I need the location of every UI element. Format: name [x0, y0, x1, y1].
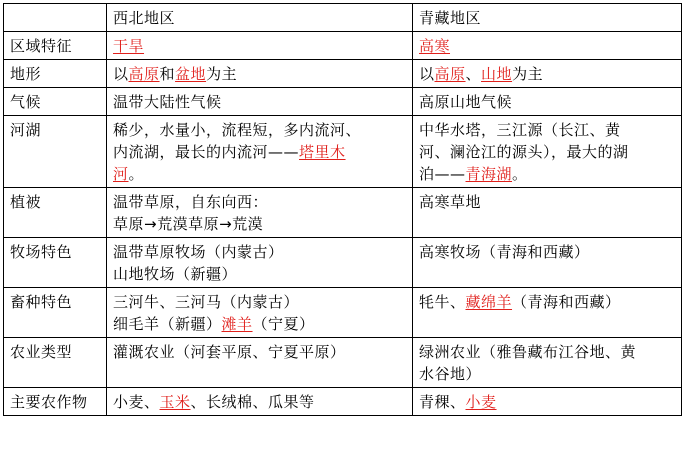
row-label: 气候 — [4, 88, 107, 116]
cell-qingzang — [413, 338, 682, 388]
cell-northwest — [107, 60, 413, 88]
cell-northwest — [107, 238, 413, 288]
highlight-text: 高原 — [434, 65, 466, 83]
row-label: 农业类型 — [4, 338, 107, 388]
cell-northwest: 灌溉农业（河套平原、宁夏平原） — [107, 338, 413, 388]
text-line: 河、澜沧江的源头），最大的湖 — [419, 143, 629, 161]
row-label: 地形 — [4, 60, 107, 88]
highlight-text: 滩羊 — [221, 315, 253, 333]
cell-qingzang — [413, 32, 682, 60]
text: 牦牛、 — [419, 293, 466, 311]
text: 、 — [465, 65, 482, 83]
cell-qingzang — [413, 60, 682, 88]
text: 为主 — [206, 65, 238, 83]
header-row — [4, 4, 682, 32]
text: （宁夏） — [252, 315, 315, 333]
row-label: 主要农作物 — [4, 388, 107, 416]
text-line: 温带草原牧场（内蒙古） — [113, 243, 284, 261]
cell-northwest — [107, 388, 413, 416]
table-row — [4, 388, 682, 416]
text: 。 — [128, 165, 145, 183]
cell-qingzang — [413, 288, 682, 338]
text: （青海和西藏） — [512, 293, 621, 311]
highlight-text: 藏绵羊 — [465, 293, 513, 311]
header-qingzang: 青藏地区 — [413, 4, 682, 32]
table-row — [4, 188, 682, 238]
table-row — [4, 88, 682, 116]
text-line: 草原→荒漠草原→荒漠 — [113, 215, 264, 233]
text-line: 绿洲农业（雅鲁藏布江谷地、黄 — [419, 343, 637, 361]
header-corner — [4, 4, 107, 32]
table-row — [4, 238, 682, 288]
text-line: 水谷地） — [419, 365, 482, 383]
text: 泊—— — [419, 165, 466, 183]
text: 。 — [512, 165, 528, 183]
row-label: 植被 — [4, 188, 107, 238]
text: 和 — [159, 65, 176, 83]
text: 以 — [419, 65, 435, 83]
highlight-text: 高寒 — [419, 37, 451, 55]
table-row — [4, 338, 682, 388]
highlight-text: 盆地 — [175, 65, 207, 83]
text-line: 温带草原，自东向西： — [113, 193, 269, 211]
text: 为主 — [512, 65, 544, 83]
table-row — [4, 288, 682, 338]
cell-qingzang: 高原山地气候 — [413, 88, 682, 116]
highlight-text: 小麦 — [465, 393, 497, 411]
table-row — [4, 116, 682, 188]
highlight-text: 干旱 — [113, 37, 145, 55]
text: 青稞、 — [419, 393, 466, 411]
cell-qingzang: 高寒草地 — [413, 188, 682, 238]
text: 、长绒棉、瓜果等 — [190, 393, 315, 411]
text: 内流湖，最长的内流河—— — [113, 143, 300, 161]
text-line: 三河牛、三河马（内蒙古） — [113, 293, 300, 311]
row-label: 区域特征 — [4, 32, 107, 60]
text: 小麦、 — [113, 393, 160, 411]
header-northwest: 西北地区 — [107, 4, 413, 32]
comparison-table — [3, 3, 682, 416]
text-line: 山地牧场（新疆） — [113, 265, 238, 283]
table-row — [4, 32, 682, 60]
highlight-text: 青海湖 — [465, 165, 513, 183]
row-label: 畜种特色 — [4, 288, 107, 338]
text-line: 稀少，水量小，流程短，多内流河、 — [113, 121, 362, 139]
cell-northwest: 温带大陆性气候 — [107, 88, 413, 116]
highlight-text: 塔里木 — [299, 143, 346, 161]
row-label: 河湖 — [4, 116, 107, 188]
cell-northwest — [107, 288, 413, 338]
highlight-text: 高原 — [128, 65, 160, 83]
table-row — [4, 60, 682, 88]
cell-northwest — [107, 32, 413, 60]
highlight-text: 玉米 — [159, 393, 191, 411]
cell-northwest — [107, 116, 413, 188]
cell-qingzang: 高寒牧场（青海和西藏） — [413, 238, 682, 288]
cell-qingzang — [413, 388, 682, 416]
cell-northwest — [107, 188, 413, 238]
row-label: 牧场特色 — [4, 238, 107, 288]
text: 细毛羊（新疆） — [113, 315, 222, 333]
text-line: 中华水塔，三江源（长江、黄 — [419, 121, 621, 139]
highlight-text: 山地 — [481, 65, 513, 83]
text: 以 — [113, 65, 129, 83]
highlight-text: 河 — [113, 165, 129, 183]
cell-qingzang — [413, 116, 682, 188]
